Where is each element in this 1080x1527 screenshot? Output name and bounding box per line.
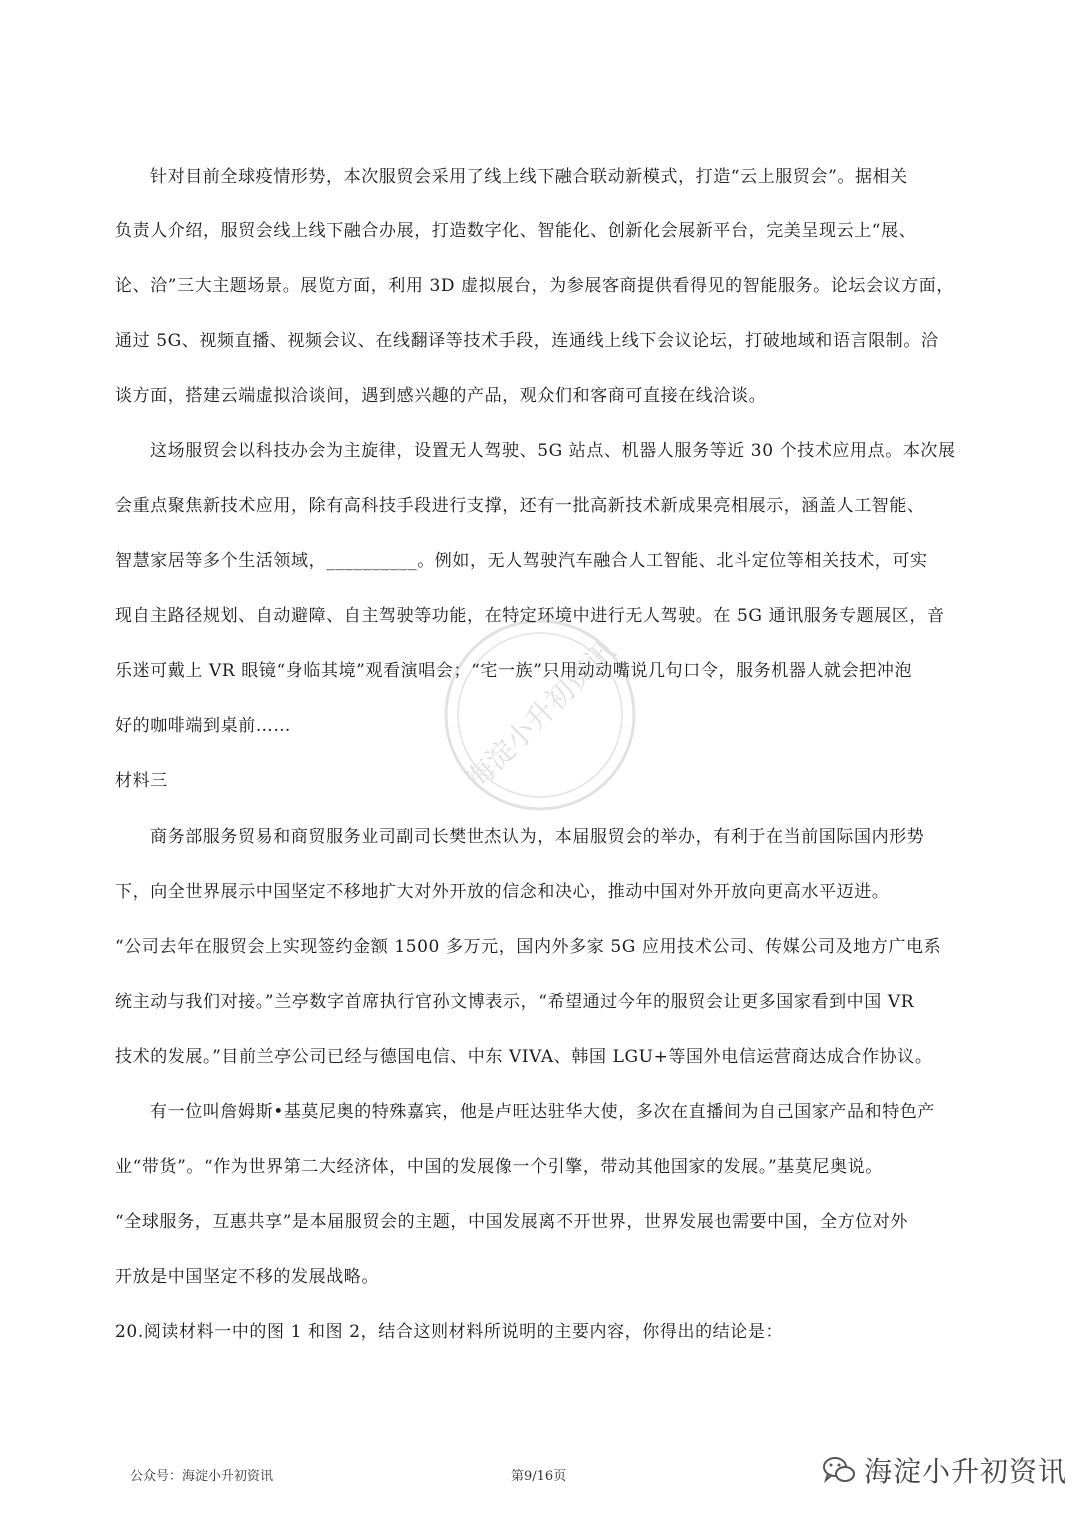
wechat-icon — [822, 1455, 856, 1485]
paragraph-2-line-6: 好的咖啡端到桌前…… — [115, 716, 291, 736]
paragraph-1-line-1: 针对目前全球疫情形势，本次服贸会采用了线上线下融合联动新模式，打造“云上服贸会”。据相关 — [150, 167, 908, 187]
paragraph-4-line-2: 统主动与我们对接。”兰亭数字首席执行官孙文博表示，“希望通过今年的服贸会让更多国家看到中国 VR — [115, 992, 915, 1012]
paragraph-2-line-2: 会重点聚焦新技术应用，除有高科技手段进行支撑，还有一批高新技术新成果亮相展示，涵盖人工智能、 — [115, 496, 925, 516]
page-number: 第9/16页 — [511, 1469, 567, 1484]
paragraph-1-line-4: 通过 5G、视频直播、视频会议、在线翻译等技术手段，连通线上线下会议论坛，打破地域和语言限制。洽 — [115, 331, 939, 351]
paragraph-4-line-1: “公司去年在服贸会上实现签约金额 1500 多万元，国内外多家 5G 应用技术公司、传媒公司及地方广电系 — [115, 937, 942, 957]
paragraph-6-line-1: “全球服务，互惠共享”是本届服贸会的主题，中国发展离不开世界，世界发展也需要中国，全方位对外 — [115, 1212, 908, 1232]
paragraph-5-line-2: 业“带货”。“作为世界第二大经济体，中国的发展像一个引擎，带动其他国家的发展。”基莫尼奥说。 — [115, 1157, 883, 1177]
footer-account: 公众号：海淀小升初资讯 — [130, 1469, 274, 1484]
watermark-stamp — [440, 615, 640, 815]
brand-watermark — [822, 1450, 1067, 1490]
section-heading: 材料三 — [115, 771, 168, 791]
paragraph-6-line-2: 开放是中国坚定不移的发展战略。 — [115, 1267, 379, 1287]
paragraph-2-line-3: 智慧家居等多个生活领域，__________。例如，无人驾驶汽车融合人工智能、北斗定位等相关技术，可实 — [115, 551, 928, 571]
paragraph-2-line-4: 现自主路径规划、自动避障、自主驾驶等功能，在特定环境中进行无人驾驶。在 5G 通讯服务专题展区，音 — [115, 606, 945, 626]
paragraph-3-line-2: 下，向全世界展示中国坚定不移地扩大对外开放的信念和决心，推动中国对外开放向更高水平迈进。 — [115, 882, 890, 902]
paragraph-5-line-1: 有一位叫詹姆斯•基莫尼奥的特殊嘉宾，他是卢旺达驻华大使，多次在直播间为自己国家产品和特色产 — [150, 1102, 936, 1122]
paragraph-1-line-2: 负责人介绍，服贸会线上线下融合办展，打造数字化、智能化、创新化会展新平台，完美呈现云上“展、 — [115, 221, 917, 241]
paragraph-3-line-1: 商务部服务贸易和商贸服务业司副司长樊世杰认为，本届服贸会的举办，有利于在当前国际国内形势 — [150, 827, 925, 847]
paragraph-1-line-5: 谈方面，搭建云端虚拟洽谈间，遇到感兴趣的产品，观众们和客商可直接在线洽谈。 — [115, 386, 767, 406]
paragraph-1-line-3: 论、洽”三大主题场景。展览方面，利用 3D 虚拟展台，为参展客商提供看得见的智能服务。论坛会议方面， — [115, 276, 954, 296]
paragraph-2-line-1: 这场服贸会以科技办会为主旋律，设置无人驾驶、5G 站点、机器人服务等近 30 个技术应用点。本次展 — [150, 441, 956, 461]
watermark-stamp-text: 海淀小升初资讯 — [459, 634, 622, 797]
question-20: 20.阅读材料一中的图 1 和图 2，结合这则材料所说明的主要内容，你得出的结论是： — [115, 1322, 784, 1342]
paragraph-4-line-3: 技术的发展。”目前兰亭公司已经与德国电信、中东 VIVA、韩国 LGU+等国外电信运营商达成合作协议。 — [115, 1047, 933, 1067]
paragraph-2-line-5: 乐迷可戴上 VR 眼镜“身临其境”观看演唱会；“宅一族”只用动动嘴说几句口令，服务机器人就会把冲泡 — [115, 661, 913, 681]
brand-text: 海淀小升初资讯 — [864, 1455, 1068, 1488]
